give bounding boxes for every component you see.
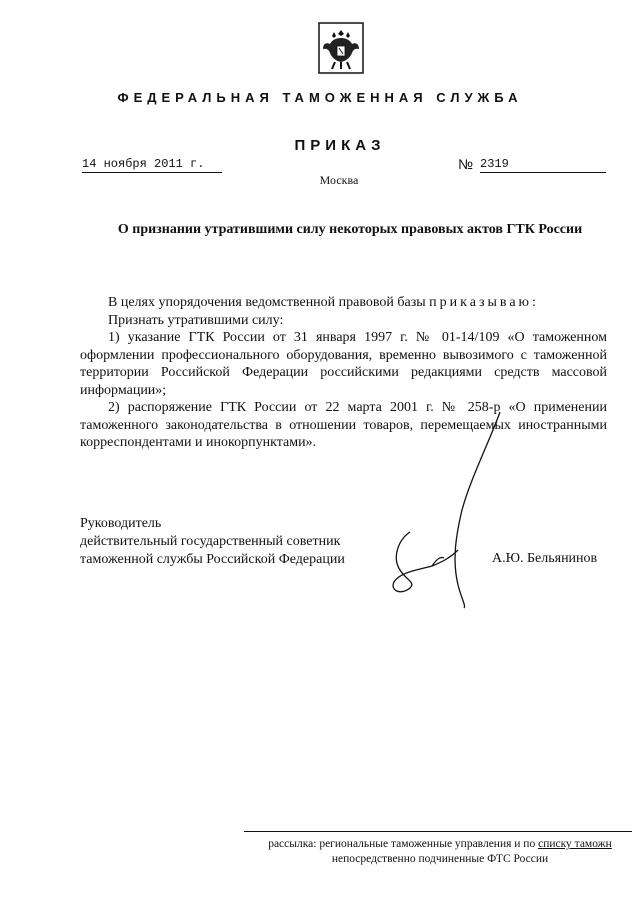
signer-position-line-3: таможенной службы Российской Федерации bbox=[80, 552, 345, 567]
signer-position-line-2: действительный государственный советник bbox=[80, 534, 341, 549]
distribution-line-2: непосредственно подчиненные ФТС России bbox=[331, 853, 549, 865]
order-subject: О признании утратившими силу некоторых правовых актов ГТК России bbox=[117, 222, 583, 237]
agency-name: ФЕДЕРАЛЬНАЯ ТАМОЖЕННАЯ СЛУЖБА bbox=[117, 90, 523, 105]
order-number: 2319 bbox=[480, 157, 606, 173]
item-1: 1) указание ГТК России от 31 января 1997 г. № 01-14/109 «О таможенном оформлении профессионального оборудования, временно вывозимого с таможенной территории Российской Федерации российскими редакциями средств массовой информации»; bbox=[80, 330, 607, 398]
distribution-note bbox=[240, 837, 640, 867]
signer-position-line-1: Руководитель bbox=[80, 516, 162, 531]
signer-name: А.Ю. Бельянинов bbox=[492, 551, 598, 566]
state-emblem-icon bbox=[318, 22, 364, 74]
intro-text: В целях упорядочения ведомственной правовой базы bbox=[108, 295, 430, 310]
footer-divider bbox=[244, 831, 632, 832]
item-2: 2) распоряжение ГТК России от 22 марта 2001 г. № 258-р «О применении таможенного законодательства в отношении товаров, перемещаемых иностранными корреспондентами и инокорпунктами». bbox=[80, 400, 607, 450]
order-body bbox=[80, 294, 607, 452]
document-type: ПРИКАЗ bbox=[294, 137, 386, 154]
recognize-paragraph: Признать утратившими силу: bbox=[108, 312, 284, 328]
number-sign: № bbox=[458, 156, 474, 172]
city: Москва bbox=[319, 173, 359, 187]
distribution-list-link[interactable]: списку таможн bbox=[538, 838, 612, 850]
signature-block bbox=[80, 515, 345, 569]
distribution-line-1 bbox=[240, 837, 640, 852]
signature-icon bbox=[370, 410, 510, 610]
distribution-prefix: рассылка: региональные таможенные управления и по bbox=[268, 838, 539, 850]
order-date: 14 ноября 2011 г. bbox=[82, 157, 222, 173]
intro-paragraph bbox=[80, 294, 607, 312]
order-verb: приказываю: bbox=[429, 295, 539, 310]
